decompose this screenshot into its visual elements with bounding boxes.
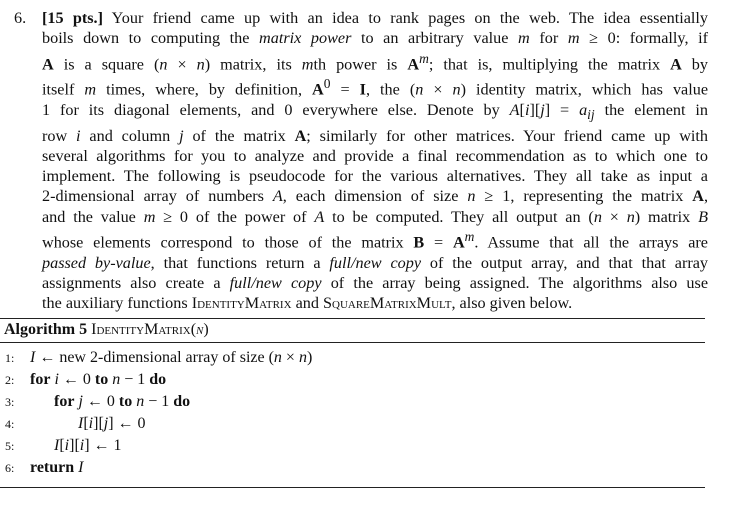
problem-line: whose elements correspond to those of the matrix $B = A^m$. Assume that all the arrays are bbox=[42, 228, 708, 252]
line-number: 4: bbox=[5, 417, 15, 431]
problem-6 bbox=[14, 8, 708, 314]
algorithm-body bbox=[0, 343, 705, 487]
problem-points: [15 pts.] bbox=[42, 9, 103, 27]
problem-line: and the value m ≥ 0 of the power of A to be computed. They all output an (n × n) matrix B bbox=[42, 207, 708, 226]
problem-line: [15 pts.] Your friend came up with an idea to rank pages on the web. The idea essentially bbox=[42, 9, 708, 27]
algorithm-line bbox=[0, 413, 705, 435]
problem-number: 6. bbox=[14, 9, 27, 27]
line-number: 5: bbox=[5, 439, 15, 453]
problem-line: 2-dimensional array of numbers A, each dimension of size n ≥ 1, representing the matrix A, bbox=[42, 187, 708, 206]
problem-line: assignments also create a full/new copy of the array being assigned. The algorithms also use bbox=[42, 273, 709, 292]
problem-line: 1 for its diagonal elements, and 0 everywhere else. Denote by $A[i][j] = a_{ij}$ the element in bbox=[42, 100, 708, 123]
algorithm-title bbox=[0, 319, 705, 342]
algorithm-line bbox=[0, 347, 705, 369]
problem-line: passed by-value, that functions return a full/new copy of the output array, and that that array bbox=[42, 253, 708, 272]
line-number: 1: bbox=[5, 351, 15, 365]
problem-line: boils down to computing the matrix power to an arbitrary value m for m ≥ 0: formally, if bbox=[42, 29, 709, 48]
line-code: I[i][i] ← 1 bbox=[54, 437, 122, 454]
algorithm-5 bbox=[0, 318, 705, 488]
line-code: for i ← 0 to n − 1 do bbox=[30, 371, 167, 388]
algorithm-line bbox=[0, 369, 705, 391]
line-number: 6: bbox=[5, 461, 15, 475]
algorithm-line bbox=[0, 391, 705, 413]
problem-line: itself m times, where, by definition, $A^0 = I$, the (n × n) identity matrix, which has value bbox=[42, 76, 709, 99]
problem-line: implement. The following is pseudocode for the various alternatives. They all take as input a bbox=[42, 167, 708, 186]
line-code: I[i][j] ← 0 bbox=[78, 415, 146, 432]
algorithm-label: Algorithm 5 bbox=[4, 321, 88, 338]
line-number: 2: bbox=[5, 373, 15, 387]
line-code: for j ← 0 to n − 1 do bbox=[54, 393, 191, 410]
line-code: return I bbox=[30, 459, 84, 476]
problem-line: several algorithms for you to analyze and provide a final recommendation as to which one to bbox=[42, 146, 708, 165]
problem-line: A is a square (n × n) matrix, its mth power is $A^m$; that is, multiplying the matrix A by bbox=[42, 50, 708, 73]
algorithm-line bbox=[0, 435, 705, 457]
algorithm-name: IdentityMatrix(n) bbox=[91, 321, 209, 338]
line-number: 3: bbox=[5, 395, 15, 409]
algorithm-bottom-rule bbox=[0, 487, 705, 488]
problem-line: row i and column j of the matrix A; similarly for other matrices. Your friend came up with bbox=[42, 126, 708, 145]
problem-text bbox=[42, 8, 708, 314]
algorithm-line bbox=[0, 457, 705, 479]
line-code: I ← new 2-dimensional array of size (n × n) bbox=[30, 349, 313, 366]
problem-line: the auxiliary functions IdentityMatrix and SquareMatrixMult, also given below. bbox=[42, 294, 573, 313]
